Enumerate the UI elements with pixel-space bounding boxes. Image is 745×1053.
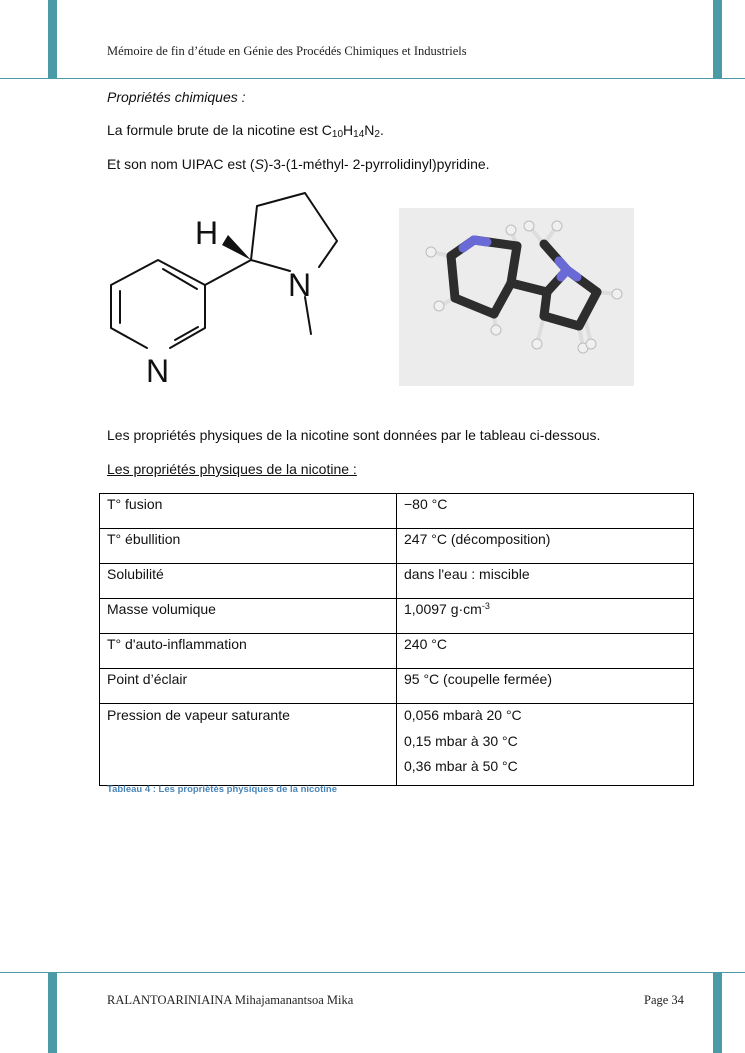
hydrogen-atom [524, 221, 534, 231]
table-row [100, 599, 694, 634]
hydrogen-atom [426, 247, 436, 257]
atom-n-pyrrolidine-label: N [288, 267, 312, 303]
property-label: Solubilité [100, 564, 397, 599]
property-value: −80 °C [397, 494, 694, 529]
footer-left-bar [48, 973, 57, 1053]
hydrogen-atom [552, 221, 562, 231]
hydrogen-atom [434, 301, 444, 311]
atom-h-label: H [195, 215, 219, 251]
footer-right-bar [713, 973, 722, 1053]
property-label: Pression de vapeur saturante [100, 704, 397, 786]
nicotine-skeletal-formula [100, 185, 350, 390]
properties-table [99, 493, 694, 786]
header-title: Mémoire de fin d’étude en Génie des Procédés Chimiques et Industriels [107, 44, 467, 58]
table-row [100, 494, 694, 529]
table-row [100, 669, 694, 704]
table-row [100, 564, 694, 599]
pressure-value: 0,056 mbarà 20 °C [404, 707, 522, 723]
property-value: 240 °C [397, 634, 694, 669]
property-label: T° fusion [100, 494, 397, 529]
pyrrolidine-cn-bond [251, 260, 290, 271]
table-title: Les propriétés physiques de la nicotine : [107, 461, 357, 477]
property-label: T° ébullition [100, 529, 397, 564]
atom-n-pyridine-label: N [146, 353, 170, 389]
header-left-bar [48, 0, 57, 79]
hydrogen-atom [491, 325, 501, 335]
hydrogen-atom [532, 339, 542, 349]
property-label: T° d'auto-inflammation [100, 634, 397, 669]
nicotine-3d-model [399, 208, 634, 386]
table-row [100, 529, 694, 564]
table-row [100, 704, 694, 786]
footer-rule [0, 972, 745, 973]
property-value [397, 704, 694, 786]
property-label: Masse volumique [100, 599, 397, 634]
property-value: 95 °C (coupelle fermée) [397, 669, 694, 704]
hydrogen-atom [586, 339, 596, 349]
page-number: Page 34 [644, 993, 684, 1007]
table-intro-text: Les propriétés physiques de la nicotine sont données par le tableau ci-dessous. [107, 427, 601, 443]
iupac-line: Et son nom UIPAC est (S)-3-(1-méthyl- 2-pyrrolidinyl)pyridine. [107, 156, 490, 172]
property-value: 1,0097 $g\cdot cm^{-3}$ [397, 599, 694, 634]
pyrrolidine-ring [251, 193, 337, 267]
pressure-value: 0,15 mbar à 30 °C [404, 733, 518, 749]
hydrogen-atom [506, 225, 516, 235]
table-caption: Tableau 4 : Les propriétés physiques de la nicotine [107, 784, 337, 795]
header-rule [0, 78, 745, 79]
property-value: 247 °C (décomposition) [397, 529, 694, 564]
formula-line: La formule brute de la nicotine est $C_{10}H_{14}N_2$. [107, 122, 384, 140]
hydrogen-atom [612, 289, 622, 299]
property-value: dans l'eau : miscible [397, 564, 694, 599]
table-row [100, 634, 694, 669]
stereo-wedge [222, 235, 251, 260]
property-label: Point d’éclair [100, 669, 397, 704]
footer-author: RALANTOARINIAINA Mihajamanantsoa Mika [107, 993, 354, 1007]
header-right-bar [713, 0, 722, 79]
pressure-value: 0,36 mbar à 50 °C [404, 758, 518, 774]
ring-link-bond [205, 260, 251, 285]
section-heading: Propriétés chimiques : [107, 89, 246, 105]
pyridine-ring [111, 260, 205, 348]
